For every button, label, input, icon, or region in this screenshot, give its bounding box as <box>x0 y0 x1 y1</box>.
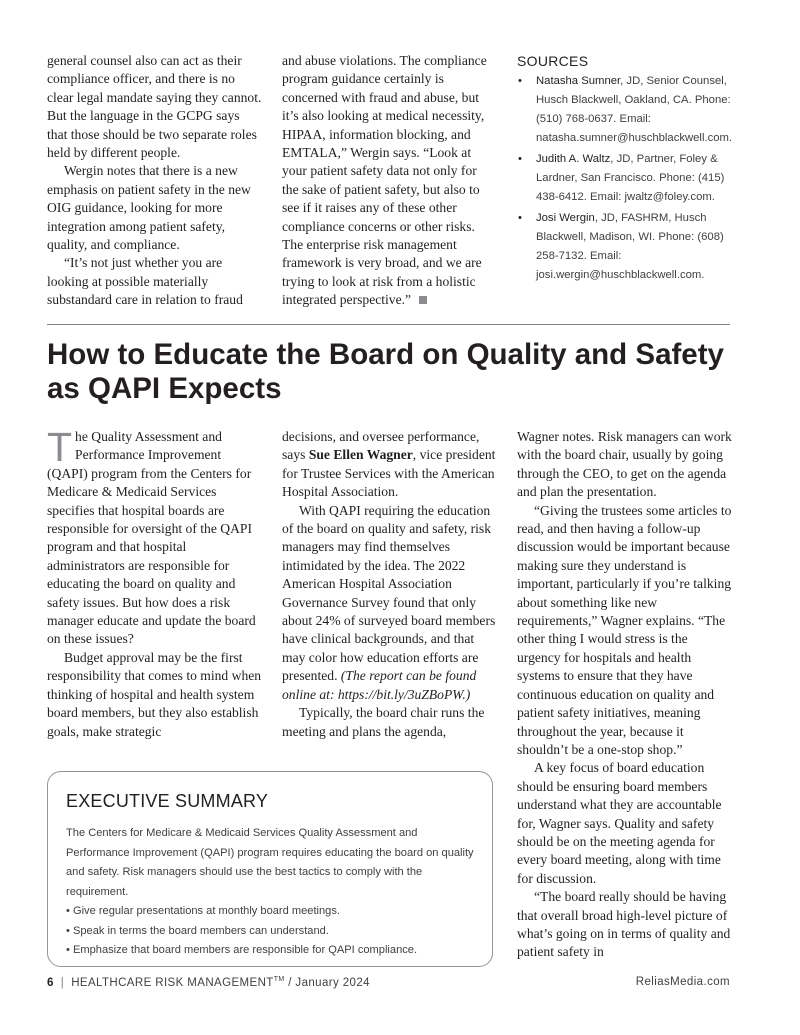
source-item <box>517 150 732 207</box>
executive-summary-list <box>66 902 474 961</box>
executive-summary-box <box>47 771 493 967</box>
source-name: Judith A. Waltz <box>536 153 611 165</box>
publication-name: HEALTHCARE RISK MANAGEMENT <box>71 976 274 989</box>
article-column-left <box>47 424 263 741</box>
sources-box <box>517 52 732 287</box>
continued-column-middle <box>282 52 496 310</box>
page-footer <box>47 976 730 992</box>
body-paragraph: general counsel also can act as their compliance officer, and there is no clear legal mandate saying they cannot. But the language in the GCPG says that those should be two separate roles held by different people. <box>47 53 262 161</box>
sources-heading: SOURCES <box>517 53 589 69</box>
paragraph-text: and abuse violations. The compliance program guidance certainly is concerned with fraud and abuse, but it’s also looking at medical necessity, HIPAA, information blocking, and EMTALA,” Wergin says. “Look at your patient safety data not only for the sake of patient safety, but also to see if it raises any of these other compliance concerns or other risks. The enterprise risk management framework is very broad, and we are trying to look at risk from a holistic integrated perspective.” <box>282 53 487 308</box>
quoted-person-name: Sue Ellen Wagner <box>308 447 413 463</box>
source-details: , JD, Partner, Foley & Lardner, San Francisco. Phone: (415) 438-6412. Email: jwaltz@foley.com. <box>536 153 725 203</box>
page-number: 6 <box>47 976 54 989</box>
source-item <box>517 72 732 148</box>
bullet-icon: • <box>518 153 522 165</box>
end-of-article-square-icon <box>419 296 427 304</box>
issue-date: / January 2024 <box>284 976 370 989</box>
body-paragraph: “The board really should be having that overall broad high-level picture of what’s going on in terms of quality and patient safety in <box>517 889 731 960</box>
paragraph-text: he Quality Assessment and Performance Improvement (QAPI) program from the Centers for Medicare & Medicaid Services specifies that hospital boards are responsible for oversight of the QAPI program and that hospital administrators are responsible for educating the board on quality and safety issues. But how does a risk manager educate and update the board on these issues? <box>47 429 256 647</box>
body-paragraph: A key focus of board education should be ensuring board members understand what they are accountable for, Wagner says. Quality and safety should be on the meeting agenda for every board meeting, along with time for discussion. <box>517 760 722 886</box>
body-paragraph: Wagner notes. Risk managers can work with the board chair, usually by going through the CEO, to get on the agenda and plan the presentation. <box>517 429 732 500</box>
source-details: , JD, FASHRM, Husch Blackwell, Madison, WI. Phone: (608) 258-7132. Email: josi.wergin@huschblackwell.com. <box>536 212 724 281</box>
executive-summary-body: The Centers for Medicare & Medicaid Services Quality Assessment and Performance Improvement (QAPI) program requires educating the board on quality and safety. Risk managers should use the best tactics to comply with the requirement. <box>66 827 474 898</box>
list-item: • Emphasize that board members are responsible for QAPI compliance. <box>66 944 418 956</box>
continued-column-left <box>47 52 263 310</box>
body-paragraph <box>282 428 496 502</box>
drop-cap: T <box>47 424 73 470</box>
source-name: Natasha Sumner <box>536 75 621 87</box>
body-paragraph <box>282 502 496 704</box>
body-paragraph: Typically, the board chair runs the meeting and plans the agenda, <box>282 705 485 739</box>
body-paragraph <box>282 52 496 310</box>
article-column-middle <box>282 428 496 741</box>
body-paragraph: Budget approval may be the first responsibility that comes to mind when thinking of hospital and health system board members, but they also establish goals, make strategic <box>47 649 262 739</box>
paragraph-text: decisions, and oversee performance, says <box>282 429 480 463</box>
article-headline: How to Educate the Board on Quality and Safety as QAPI Expects <box>47 338 724 405</box>
list-item: • Speak in terms the board members can understand. <box>66 924 329 937</box>
body-paragraph: “Giving the trustees some articles to read, and then having a follow-up discussion would be important because making sure they understand is important, particularly if you’re talking about something like new requirements,” Wagner explains. “The other thing I would stress is the urgency for hospitals and health systems to ensure that they have continuous education on quality and patient safety initiatives, meaning throughout the year, because it shouldn’t be a one-stop shop.” <box>517 502 732 757</box>
bullet-icon: • <box>518 75 522 87</box>
trademark-mark: TM <box>273 976 285 983</box>
source-name: Josi Wergin <box>536 212 595 224</box>
paragraph-text: , vice president for Trustee Services with the American Hospital Association. <box>282 447 496 500</box>
source-item <box>517 209 732 285</box>
website-link[interactable]: ReliasMedia.com <box>635 976 730 988</box>
article-column-right <box>517 428 732 962</box>
body-paragraph: “It’s not just whether you are looking at possible materially substandard care in relation to fraud <box>47 255 243 308</box>
list-item: • Give regular presentations at monthly board meetings. <box>66 905 340 917</box>
bullet-icon: • <box>518 212 522 224</box>
paragraph-text: With QAPI requiring the education of the board on quality and safety, risk managers may find themselves intimidated by the idea. The 2022 American Hospital Association Governance Survey found that only about 24% of surveyed board members have clinical backgrounds, and that may color how education efforts are presented. <box>282 502 496 684</box>
report-link-note: (The report can be found online at: https://bit.ly/3uZBoPW.) <box>282 668 477 702</box>
executive-summary-heading: EXECUTIVE SUMMARY <box>66 791 269 811</box>
source-details: , JD, Senior Counsel, Husch Blackwell, Oakland, CA. Phone: (510) 768-0637. Email: natasha.sumner@huschblackwell.com. <box>536 75 733 144</box>
body-paragraph: Wergin notes that there is a new emphasis on patient safety in the new OIG guidance, looking for more integration among patient safety, quality, and compliance. <box>47 163 251 253</box>
section-divider <box>47 324 730 325</box>
footer-separator: | <box>60 976 65 989</box>
body-paragraph <box>47 424 263 649</box>
